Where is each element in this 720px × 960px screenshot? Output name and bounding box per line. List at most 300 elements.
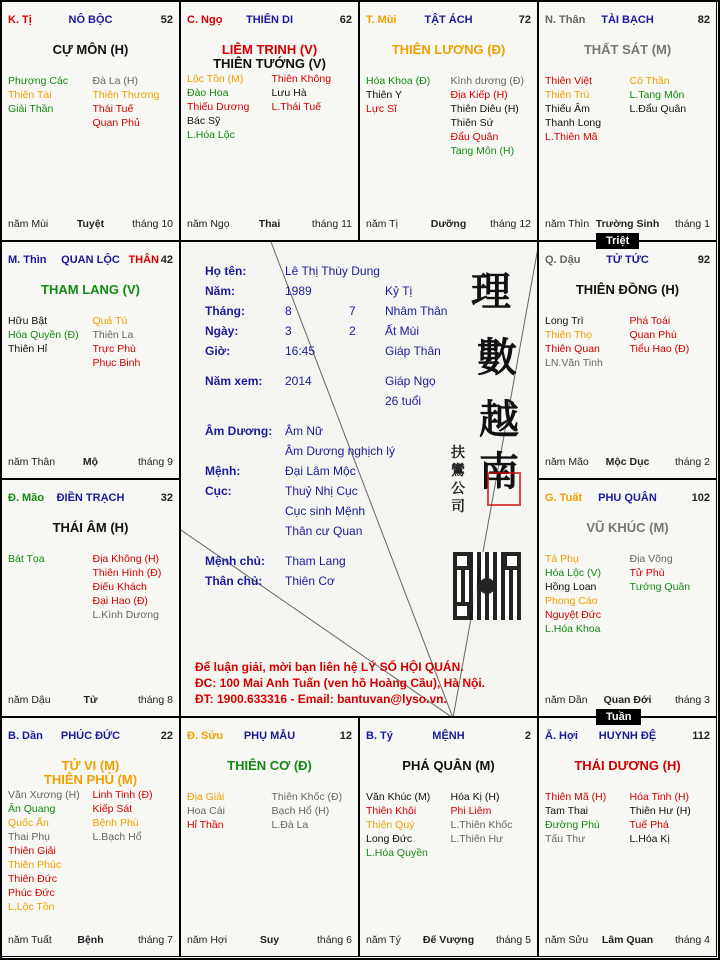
footer-month: tháng 6 bbox=[316, 934, 352, 946]
palace-suu bbox=[180, 717, 359, 957]
footer-month: tháng 10 bbox=[132, 218, 173, 230]
main-star: TỬ VI (M) bbox=[61, 758, 120, 773]
palace-header bbox=[8, 492, 173, 508]
main-star: CỰ MÔN (H) bbox=[52, 42, 129, 57]
minor-star: Phượng Các bbox=[8, 75, 69, 87]
calligraphy-char-3: 越 bbox=[479, 396, 519, 443]
minor-star: L.Hóa Quyền bbox=[366, 847, 428, 859]
menh-chu-label: Mệnh chủ: bbox=[205, 554, 265, 568]
contact-line-3: ĐT: 1900.633316 - Email: bantuvan@lyso.vn. bbox=[195, 692, 447, 706]
minor-star: Tiểu Hao (Đ) bbox=[629, 343, 690, 355]
palace-thin bbox=[1, 241, 180, 479]
month-lunar: 7 bbox=[349, 304, 356, 318]
footer-year: năm Tý bbox=[366, 934, 401, 946]
main-star: THIÊN TƯỚNG (V) bbox=[213, 56, 326, 71]
minor-star: Thiếu Âm bbox=[545, 103, 590, 115]
minor-star: Quả Tú bbox=[92, 315, 128, 327]
minor-star: Lộc Tồn (M) bbox=[187, 73, 244, 85]
minor-star: Lực Sĩ bbox=[366, 103, 397, 115]
minor-star: Hóa Khoa (Đ) bbox=[366, 75, 431, 87]
palace-position: Q. Dậu bbox=[545, 254, 581, 266]
minor-star: L.Tang Môn bbox=[629, 89, 685, 101]
footer-month: tháng 7 bbox=[137, 934, 173, 946]
palace-dan bbox=[1, 717, 180, 957]
view-year-value: 2014 bbox=[285, 374, 312, 388]
minor-star: Bệnh Phù bbox=[92, 817, 139, 829]
palace-than bbox=[538, 1, 717, 241]
main-star: THIÊN ĐỒNG (H) bbox=[575, 282, 680, 297]
minor-star: Tả Phụ bbox=[545, 553, 579, 565]
tuan-tag: Tuần bbox=[596, 709, 641, 725]
footer-year: năm Hợi bbox=[187, 934, 228, 946]
month-can-chi: Nhâm Thân bbox=[385, 304, 448, 318]
minor-star: L.Đẩu Quân bbox=[629, 103, 687, 115]
am-duong-note: Âm Dương nghịch lý bbox=[285, 444, 395, 458]
palace-footer bbox=[8, 456, 173, 470]
cuc-value: Thuỷ Nhị Cục bbox=[285, 484, 358, 498]
minor-star: Linh Tinh (Đ) bbox=[92, 789, 153, 801]
minor-stars bbox=[8, 74, 173, 130]
qr-code bbox=[453, 552, 521, 620]
palace-hoi bbox=[538, 717, 717, 957]
palace-position: Ấ. Hợi bbox=[545, 730, 578, 742]
minor-star: Thiên Diêu (H) bbox=[450, 103, 519, 115]
minor-stars bbox=[187, 72, 352, 142]
palace-number: 92 bbox=[697, 254, 710, 266]
footer-stage: Mộ bbox=[82, 456, 99, 468]
palace-header bbox=[187, 730, 352, 746]
palace-position: G. Tuất bbox=[545, 492, 583, 504]
am-duong-value: Âm Nữ bbox=[285, 424, 324, 438]
minor-star: Tướng Quân bbox=[629, 581, 691, 593]
palace-position: T. Mùi bbox=[366, 14, 397, 26]
palace-header bbox=[8, 254, 173, 270]
minor-star: Thai Phụ bbox=[8, 831, 51, 843]
star-column-left bbox=[545, 790, 626, 846]
palace-header bbox=[545, 730, 710, 746]
footer-year: năm Tuất bbox=[8, 934, 52, 946]
palace-name: QUAN LỘC bbox=[61, 254, 120, 266]
palace-ty bbox=[1, 1, 180, 241]
palace-footer bbox=[8, 694, 173, 708]
star-column-right bbox=[451, 74, 532, 158]
view-year-label: Năm xem: bbox=[205, 374, 263, 388]
calligraphy-char-2: 數 bbox=[477, 334, 517, 381]
palace-header bbox=[8, 730, 173, 746]
footer-year: năm Dậu bbox=[8, 694, 51, 706]
footer-stage: Trường Sinh bbox=[595, 218, 660, 230]
minor-star: Hóa Tinh (H) bbox=[629, 791, 690, 803]
palace-name: ĐIỀN TRẠCH bbox=[56, 492, 125, 504]
minor-star: Đà La (H) bbox=[92, 75, 139, 87]
minor-star: Thái Tuế bbox=[92, 103, 134, 115]
minor-star: L.Hóa Kị bbox=[629, 833, 670, 845]
palace-footer bbox=[187, 934, 352, 948]
footer-month: tháng 11 bbox=[311, 218, 352, 230]
palace-name: NÔ BỘC bbox=[68, 14, 113, 26]
minor-star: Phong Cáo bbox=[545, 595, 598, 607]
footer-month: tháng 4 bbox=[674, 934, 710, 946]
main-star: THIÊN PHỦ (M) bbox=[43, 772, 138, 787]
star-column-right bbox=[630, 552, 711, 636]
calligraphy-char-4: 南 bbox=[479, 448, 519, 495]
palace-position: C. Ngọ bbox=[187, 14, 223, 26]
palace-dau bbox=[538, 241, 717, 479]
calligraphy-char-1: 理 bbox=[471, 268, 511, 315]
minor-star: Bạch Hổ (H) bbox=[271, 805, 330, 817]
than-chu-value: Thiên Cơ bbox=[285, 574, 335, 588]
footer-stage: Tuyệt bbox=[76, 218, 105, 230]
triet-tag: Triệt bbox=[596, 233, 639, 249]
minor-star: Hữu Bật bbox=[8, 315, 48, 327]
footer-month: tháng 8 bbox=[137, 694, 173, 706]
minor-star: Thiên Hư (H) bbox=[629, 805, 691, 817]
minor-star: L.Lộc Tồn bbox=[8, 901, 55, 913]
palace-name-suffix: THÂN bbox=[128, 254, 159, 266]
footer-year: năm Mùi bbox=[8, 218, 49, 230]
footer-stage: Thai bbox=[258, 218, 281, 230]
palace-number: 112 bbox=[692, 730, 710, 742]
palace-position: B. Dần bbox=[8, 730, 43, 742]
minor-stars bbox=[187, 790, 352, 832]
minor-star: Kình dương (Đ) bbox=[450, 75, 524, 87]
minor-star: Thiên Thương bbox=[92, 89, 160, 101]
minor-star: L.Hóa Lộc bbox=[187, 129, 235, 141]
star-column-right bbox=[630, 74, 711, 144]
palace-header bbox=[366, 730, 531, 746]
minor-star: Hóa Lộc (V) bbox=[545, 567, 602, 579]
minor-star: Địa Kiếp (H) bbox=[450, 89, 508, 101]
palace-name: PHÚC ĐỨC bbox=[60, 730, 121, 742]
star-column-left bbox=[545, 314, 626, 370]
cuc-note-2: Thân cư Quan bbox=[285, 524, 363, 538]
minor-star: Thiên Không bbox=[271, 73, 332, 85]
minor-star: Hồng Loan bbox=[545, 581, 597, 593]
palace-header bbox=[366, 14, 531, 30]
footer-year: năm Tị bbox=[366, 218, 398, 230]
palace-position: K. Tị bbox=[8, 14, 32, 26]
age-value: 26 tuổi bbox=[385, 394, 422, 408]
star-column-right bbox=[630, 790, 711, 846]
day-lunar: 2 bbox=[349, 324, 356, 338]
main-star: THIÊN LƯƠNG (Đ) bbox=[391, 42, 506, 57]
main-star: THAM LANG (V) bbox=[41, 282, 140, 297]
day-can-chi: Ất Mùi bbox=[385, 324, 420, 338]
minor-stars bbox=[545, 552, 710, 636]
star-column-left bbox=[8, 314, 89, 370]
minor-stars bbox=[545, 314, 710, 370]
menh-label: Mệnh: bbox=[205, 464, 241, 478]
minor-star: L.Thiên Mã bbox=[545, 131, 598, 143]
main-star: THÁI ÂM (H) bbox=[52, 520, 129, 535]
palace-header bbox=[8, 14, 173, 30]
minor-star: Thanh Long bbox=[545, 117, 602, 129]
minor-star: Tử Phù bbox=[629, 567, 665, 579]
minor-star: L.Thiên Hư bbox=[450, 833, 504, 845]
palace-number: 62 bbox=[339, 14, 352, 26]
cuc-label: Cục: bbox=[205, 484, 232, 498]
palace-footer bbox=[8, 934, 173, 948]
palace-footer bbox=[366, 218, 531, 232]
palace-footer bbox=[187, 218, 352, 232]
minor-star: Nguyệt Đức bbox=[545, 609, 602, 621]
minor-star: Thiên Quan bbox=[545, 343, 600, 355]
minor-star: Văn Xương (H) bbox=[8, 789, 80, 801]
footer-month: tháng 12 bbox=[490, 218, 531, 230]
minor-star: L.Đà La bbox=[271, 819, 309, 831]
minor-star: Thiên Trù bbox=[545, 89, 590, 101]
minor-star: Thiên Quý bbox=[366, 819, 415, 831]
year-label: Năm: bbox=[205, 284, 236, 298]
minor-star: Thiên Mã (H) bbox=[545, 791, 607, 803]
palace-position: B. Tý bbox=[366, 730, 393, 742]
contact-line-2: ĐC: 100 Mai Anh Tuấn (ven hồ Hoàng Cầu), Hà Nội. bbox=[195, 676, 486, 690]
star-column-right bbox=[93, 314, 174, 370]
footer-month: tháng 9 bbox=[137, 456, 173, 468]
minor-star: L.Thái Tuế bbox=[271, 101, 322, 113]
star-column-right bbox=[451, 790, 532, 860]
footer-stage: Mộc Dục bbox=[605, 456, 650, 468]
minor-star: Thiên Tài bbox=[8, 89, 52, 101]
minor-star: Địa Giải bbox=[187, 791, 225, 803]
cuc-note-1: Cục sinh Mệnh bbox=[285, 504, 366, 518]
palace-header bbox=[545, 254, 710, 270]
minor-star: Ân Quang bbox=[8, 803, 56, 815]
palace-tuat bbox=[538, 479, 717, 717]
palace-name: PHỤ MẪU bbox=[243, 730, 296, 742]
minor-stars bbox=[545, 74, 710, 144]
star-column-right bbox=[272, 790, 353, 832]
day-value: 3 bbox=[285, 324, 292, 338]
minor-star: Kiếp Sát bbox=[92, 803, 133, 815]
month-value: 8 bbox=[285, 304, 292, 318]
star-column-right bbox=[93, 552, 174, 622]
minor-star: Địa Võng bbox=[629, 553, 673, 565]
main-star: PHÁ QUÂN (M) bbox=[402, 758, 495, 773]
star-column-right bbox=[93, 788, 174, 914]
minor-star: Quan Phủ bbox=[92, 117, 140, 129]
hour-value: 16:45 bbox=[285, 344, 316, 358]
minor-star: Đại Hao (Đ) bbox=[92, 595, 148, 607]
palace-number: 52 bbox=[160, 14, 173, 26]
minor-stars bbox=[366, 790, 531, 860]
minor-star: L.Kình Dương bbox=[92, 609, 159, 621]
year-value: 1989 bbox=[285, 284, 312, 298]
minor-star: Hóa Kị (H) bbox=[450, 791, 500, 803]
palace-position: N. Thân bbox=[545, 14, 586, 26]
minor-star: Thiên Việt bbox=[545, 75, 593, 87]
footer-year: năm Dần bbox=[545, 694, 588, 706]
minor-star: Đường Phù bbox=[545, 819, 600, 831]
minor-star: L.Bạch Hổ bbox=[92, 831, 142, 843]
menh-chu-value: Tham Lang bbox=[285, 554, 346, 568]
palace-header bbox=[545, 492, 710, 508]
minor-star: Thiên La bbox=[92, 329, 134, 341]
palace-number: 72 bbox=[518, 14, 531, 26]
minor-star: Thiên Hình (Đ) bbox=[92, 567, 162, 579]
name-value: Lê Thị Thùy Dung bbox=[285, 264, 380, 278]
footer-month: tháng 3 bbox=[674, 694, 710, 706]
minor-star: Long Trì bbox=[545, 315, 584, 327]
palace-number: 2 bbox=[524, 730, 531, 742]
star-column-right bbox=[630, 314, 711, 370]
minor-star: Hoa Cái bbox=[187, 805, 225, 817]
palace-footer bbox=[545, 694, 710, 708]
minor-star: Thiên Hỉ bbox=[8, 343, 48, 355]
main-star: VŨ KHÚC (M) bbox=[586, 520, 669, 535]
palace-footer bbox=[545, 456, 710, 470]
minor-star: Lưu Hà bbox=[271, 87, 307, 99]
contact-line-1: Để luận giải, mời bạn liên hệ LÝ SỐ HỘI QUÁN. bbox=[195, 660, 464, 674]
minor-star: Giải Thần bbox=[8, 103, 54, 115]
minor-star: Phi Liêm bbox=[450, 805, 492, 817]
palace-mao bbox=[1, 479, 180, 717]
palace-name: TỬ TỨC bbox=[606, 254, 649, 266]
palace-number: 22 bbox=[160, 730, 173, 742]
palace-mui bbox=[359, 1, 538, 241]
star-column-left bbox=[8, 74, 89, 130]
palace-footer bbox=[366, 934, 531, 948]
palace-footer bbox=[8, 218, 173, 232]
footer-stage: Bệnh bbox=[77, 934, 104, 946]
minor-star: Thiên Y bbox=[366, 89, 402, 101]
star-column-right bbox=[93, 74, 174, 130]
palace-number: 82 bbox=[697, 14, 710, 26]
minor-star: Bác Sỹ bbox=[187, 115, 221, 127]
minor-star: Hóa Quyền (Đ) bbox=[8, 329, 79, 341]
hour-can-chi: Giáp Thân bbox=[385, 344, 441, 358]
minor-star: L.Hóa Khoa bbox=[545, 623, 601, 635]
footer-stage: Tử bbox=[83, 694, 98, 706]
minor-star: Đào Hoa bbox=[187, 87, 229, 99]
calligraphy-small: 扶 鸞 公 司 bbox=[451, 445, 465, 515]
minor-stars bbox=[366, 74, 531, 158]
day-label: Ngày: bbox=[205, 324, 239, 338]
palace-name: HUYNH ĐỆ bbox=[598, 730, 657, 742]
palace-header bbox=[545, 14, 710, 30]
palace-name: THIÊN DI bbox=[245, 14, 294, 26]
star-column-left bbox=[545, 74, 626, 144]
footer-month: tháng 1 bbox=[674, 218, 710, 230]
footer-stage: Quan Đới bbox=[603, 694, 652, 706]
main-star: THIÊN CƠ (Đ) bbox=[227, 758, 312, 773]
minor-star: Long Đức bbox=[366, 833, 413, 845]
footer-month: tháng 2 bbox=[674, 456, 710, 468]
name-label: Họ tên: bbox=[205, 264, 247, 278]
palace-number: 12 bbox=[339, 730, 352, 742]
footer-year: năm Mão bbox=[545, 456, 589, 468]
minor-stars bbox=[8, 552, 173, 622]
footer-stage: Dưỡng bbox=[430, 218, 467, 230]
year-can-chi: Kỷ Tị bbox=[385, 284, 413, 298]
star-column-left bbox=[8, 788, 89, 914]
minor-star: LN.Văn Tinh bbox=[545, 357, 603, 369]
minor-star: Bát Tọa bbox=[8, 553, 45, 565]
palace-ngo bbox=[180, 1, 359, 241]
minor-stars bbox=[545, 790, 710, 846]
minor-star: Tang Môn (H) bbox=[450, 145, 515, 157]
star-column-left bbox=[366, 74, 447, 158]
star-column-left bbox=[187, 790, 268, 832]
palace-name: PHU QUÂN bbox=[598, 492, 657, 504]
minor-star: Địa Không (H) bbox=[92, 553, 160, 565]
palace-footer bbox=[545, 218, 710, 232]
than-chu-label: Thân chủ: bbox=[205, 574, 263, 588]
hour-label: Giờ: bbox=[205, 344, 231, 358]
minor-star: Cô Thần bbox=[629, 75, 670, 87]
minor-star: Thiên Khốc (Đ) bbox=[271, 791, 343, 803]
palace-position: M. Thìn bbox=[8, 254, 47, 266]
palace-ti bbox=[359, 717, 538, 957]
star-column-right bbox=[272, 72, 353, 142]
footer-year: năm Sửu bbox=[545, 934, 589, 946]
palace-name: TÀI BẠCH bbox=[601, 14, 654, 26]
palace-footer bbox=[545, 934, 710, 948]
footer-year: năm Thìn bbox=[545, 218, 590, 230]
star-column-left bbox=[187, 72, 268, 142]
seal-stamp bbox=[487, 472, 521, 506]
minor-star: Tấu Thư bbox=[545, 833, 586, 845]
footer-stage: Suy bbox=[259, 934, 280, 946]
minor-star: Thiên Thọ bbox=[545, 329, 593, 341]
palace-name: TẬT ÁCH bbox=[424, 14, 473, 26]
footer-month: tháng 5 bbox=[495, 934, 531, 946]
minor-star: Thiếu Dương bbox=[187, 101, 250, 113]
minor-star: Điếu Khách bbox=[92, 581, 147, 593]
star-column-left bbox=[8, 552, 89, 622]
minor-star: Quốc Ấn bbox=[8, 817, 49, 829]
minor-star: Tuế Phá bbox=[629, 819, 669, 831]
menh-value: Đại Lâm Mộc bbox=[285, 464, 356, 478]
month-label: Tháng: bbox=[205, 304, 245, 318]
minor-star: Thiên Phúc bbox=[8, 859, 62, 871]
main-star: THÁI DƯƠNG (H) bbox=[574, 758, 681, 773]
minor-star: Thiên Giải bbox=[8, 845, 56, 857]
minor-star: Thiên Đức bbox=[8, 873, 58, 885]
star-column-left bbox=[545, 552, 626, 636]
am-duong-label: Âm Dương: bbox=[205, 424, 273, 438]
minor-star: Phá Toái bbox=[629, 315, 671, 327]
main-star: THẤT SÁT (M) bbox=[583, 42, 672, 57]
view-year-can-chi: Giáp Ngọ bbox=[385, 374, 436, 388]
footer-stage: Lâm Quan bbox=[601, 934, 654, 946]
palace-position: Đ. Mão bbox=[8, 492, 45, 504]
palace-name: MỆNH bbox=[432, 730, 465, 742]
minor-star: Trực Phù bbox=[92, 343, 136, 355]
minor-star: L.Thiên Khốc bbox=[450, 819, 513, 831]
minor-stars bbox=[8, 314, 173, 370]
minor-star: Thiên Khôi bbox=[366, 805, 417, 817]
minor-star: Hỉ Thần bbox=[187, 819, 224, 831]
palace-position: Đ. Sửu bbox=[187, 730, 224, 742]
minor-stars bbox=[8, 788, 173, 914]
star-column-left bbox=[366, 790, 447, 860]
minor-star: Tam Thai bbox=[545, 805, 588, 817]
minor-star: Đẩu Quân bbox=[450, 131, 499, 143]
main-star: LIÊM TRINH (V) bbox=[221, 42, 318, 57]
center-info-panel bbox=[180, 241, 538, 717]
minor-star: Quan Phù bbox=[629, 329, 677, 341]
footer-year: năm Thân bbox=[8, 456, 56, 468]
minor-star: Phúc Đức bbox=[8, 887, 55, 899]
minor-star: Thiên Sứ bbox=[450, 117, 494, 129]
palace-number: 42 bbox=[160, 254, 173, 266]
palace-number: 32 bbox=[160, 492, 173, 504]
palace-header bbox=[187, 14, 352, 30]
footer-stage: Đế Vượng bbox=[422, 934, 475, 946]
minor-star: Phục Binh bbox=[92, 357, 141, 369]
palace-number: 102 bbox=[691, 492, 710, 504]
